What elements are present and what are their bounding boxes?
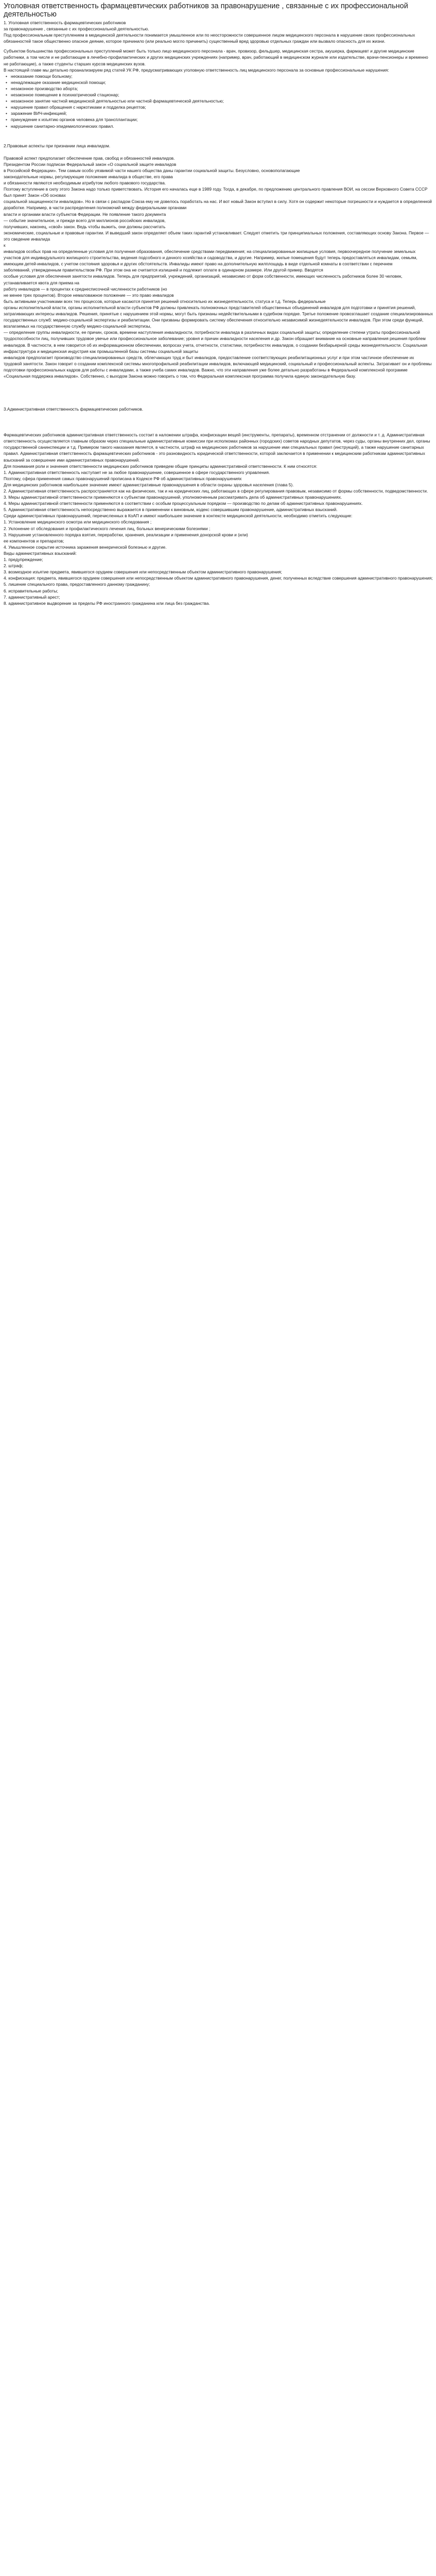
document-page xyxy=(0,0,436,617)
paragraph: к xyxy=(4,243,6,248)
paragraph: особые условия для обеспечения занятости инвалидов. Теперь для предприятий, учреждений, организаций, независимо от форм собственности, имеющих численность работников более 30 человек, устанавливается квота для приема на xyxy=(4,274,403,285)
list-item: • незаконное производство аборта; xyxy=(11,86,433,92)
paragraph: 1. Административная ответственность наступает не за любое правонарушение, совершенное в сфере государственного управления. xyxy=(4,469,270,475)
paragraph: Поэтому, сфера применения самых правонарушений прописана в Кодексе РФ об административных правонарушениях xyxy=(4,476,242,481)
paragraph: 2. Административная ответственность распространяется как на физических, так и на юридических лиц, работающих в сфере регулирования правовым, независимо от формы собственности, подведомственности. xyxy=(4,488,428,494)
paragraph: 2. штраф; xyxy=(4,563,24,569)
list-item: • заражение ВИЧ-инфекцией; xyxy=(11,110,433,116)
paragraph: Под профессиональным преступлением в медицинской деятельности понимается умышленное или по неосторожности совершенное лицом медицинского персонала в нарушение своих профессиональных обязанностей такое общественно опасное деяние, которое причинило (или реально могло причинить) существенный вред здоровью отдельных граждан или вызвало опасность для их жизни. xyxy=(4,32,415,44)
paragraph: экономические, социальные и правовые гарантии. И выведший закон определяет объем таких гарантий установливает. Следует отметить три принципиальных положения, составляющих основу Закона. Первое — это сведение инвалида xyxy=(4,230,429,242)
paragraph: социальной защищенности инвалидов». Но в связи с распадом Союза ему не довелось поработать на нас. И вот новый Закон вступил в силу. Хотя он содержит некоторые погрешности и нуждается в определенной доработке. Например, в части распределения полномочий между федеральными органами xyxy=(4,199,432,211)
paragraph: 2. Уклонение от обследования и профилактического лечения лиц, больных венерическими болезнями ; xyxy=(4,526,211,531)
paragraph: 4. конфискация: предмета, явившегося орудием совершения или непосредственным объектом административного правонарушения, денег, полученных вследствие совершения административного правонарушения; xyxy=(4,575,433,581)
paragraph: 5. лишение специального права, предоставленного данному гражданину; xyxy=(4,582,150,587)
paragraph: не менее трех процентов). Второе немаловажное положение — это право инвалидов xyxy=(4,292,174,298)
section-heading: 1. Уголовная ответственность фармацевтических работников xyxy=(4,20,126,25)
paragraph: Среди административных правонарушений, перечисленных в КоАП и имеют наибольшее значение в контексте медицинской деятельности, необходимо отметить следующие: xyxy=(4,513,353,519)
paragraph: в Российской Федерации». Тем самым особо уязвимой части нашего общества даны гарантии социальной защиты. Безусловно, основополагающие xyxy=(4,167,300,173)
paragraph: инвалидов особых прав на определенные условия для получения образования, обеспечение средствами передвижения; на специализированные жилищные условия, первоочередное получение земельных участков для индивидуального жилищного строительства, ведения подсобного и дачного хозяйства и садоводства, и другие. Например, жилые помещения будут теперь предоставляться инвалидам, семьям, имеющим детей-инвалидов, с учетом состояния здоровья и других обстоятельств. Инвалиды имеют право на дополнительную жилплощадь в виде отдельной комнаты в соответствии с перечнем xyxy=(4,249,417,267)
list-item: • неоказание помощи больному; xyxy=(11,73,433,79)
paragraph: 5. Административная ответственность непосредственно выражается в применении к виновным, кодекс совершившим правонарушение, административных взысканий. xyxy=(4,507,338,513)
paragraph: Субъектом большинства профессиональных преступлений может быть только лицо медицинского персонала - врач, провизор, фельдшер, медицинская сестра, акушерка, фармацевт и другие медицинские работники, а том числе и не работающие в лечебно-профилактических и других медицинских учреждениях (например, врач, работающий в медицинском журнале или издательстве, врачи-пенсионеры и временно не работающие), а также студенты старших курсов медицинских вузов. xyxy=(4,48,428,66)
paragraph: Президентом России подписан Федеральный закон «О социальной защите инвалидов xyxy=(4,161,177,167)
paragraph: заболеваний, утвержденным правительством РФ. При этом она не считается излишней и подлежит оплате в одинарном размере. Или другой пример. Вводятся xyxy=(4,267,323,273)
list-item: • незаконное помещение в психиатрический стационар; xyxy=(11,92,433,98)
paragraph: органы исполнительной власти, органы исполнительной власти субъектов РФ должны привлекать полномочных представителей общественных объединений инвалидов для подготовки и принятия решений, затрагивающих интересы инвалидов. Решения, принятые с нарушением этой нормы, могут быть признаны недействительными в судебном порядке. Третье положение провозглашает создание специализированных государственных служб: медико-социальной экспертизы и реабилитации. Они призваны формировать систему обеспечения относительно независимой жизнедеятельности инвалидов. При этом среди функций, возлагаемых на государственную службу медико-социальной экспертизы, xyxy=(4,304,433,329)
paragraph: — событие значительное, и прежде всего для миллионов российских инвалидов, xyxy=(4,217,166,223)
list-item: • незаконное занятие частной медицинской деятельностью или частной фармацевтической деятельностью; xyxy=(11,98,433,104)
section-heading: 2.Правовые аспекты при признании лица инвалидом. xyxy=(4,143,111,148)
paragraph: Виды административных взысканий: xyxy=(4,550,77,556)
list-item: • принуждение к изъятию органов человека для трансплантации; xyxy=(11,116,433,123)
paragraph: инвалидов предполагает производство специализированных средств, облегчающих труд и быт инвалидов, предоставление соответствующих реабилитационных услуг и при этом частичное обеспечение их трудовой занятости. Закон говорит о создании комплексной системы многопрофильной реабилитации инвалидов, включающей медицинский, социальный и профессиональный аспекты. Затрагивает он и проблемы подготовки профессиональных кадров для работы с инвалидами, а также учеба самих инвалидов. Важно, что эти направления уже более детально разработаны в Федеральной комплексной программе «Социальная поддержка инвалидов». Собственно, с выходом Закона можно говорить о том, что Федеральная комплексная программа получила единую законодательную базу. xyxy=(4,354,432,379)
paragraph: Правовой аспект предполагает обеспечение прав, свобод и обязанностей инвалидов. xyxy=(4,155,175,161)
list-item: • нарушение правил обращения с наркотиками и подделка рецептов; xyxy=(11,104,433,110)
list-item: • нарушение санитарно-эпидемиологических правил. xyxy=(11,123,433,129)
section-administrative-liability xyxy=(4,406,433,606)
paragraph: ее компонентов и препаратов; xyxy=(4,538,64,544)
paragraph: 3. Нарушение установленного порядка взятия, переработки, хранения, реализации и применения донорской крови и (или) xyxy=(4,532,248,537)
paragraph: 4. Меры административной ответственности применяются в соответствии с особым процессуальным порядком — производство по делам об административных правонарушениях. xyxy=(4,501,363,506)
paragraph: законодательные нормы, регулирующие положение инвалида в обществе, его права xyxy=(4,174,173,179)
paragraph: Для понимания роли и значения ответственности медицинских работников приведем общие принципы административной ответственности. К ним относятся: xyxy=(4,463,318,469)
paragraph: Фармацевтических работников административная ответственность состоит в наложении штрафа, конфискации вещей (инструменты, препараты), временном отстранении от должности и т. д. Административная ответственность осуществляется главным образом через специальные административные комиссии при исполкомах районных (городских) советов народных депутатов, через суды, органы внутренних дел, органы государственной санинспекции и т.д. Примером такого наказания является, в частности, штраф на медицинских работников за нарушение ими специальных правил (инструкций), а также нарушение санитарных правил. Административная ответственность фармацевтических работников - это разновидность юридической ответственности, которой заключается в применении к медицинским работникам административных взысканий за совершение ими административных правонарушений. xyxy=(4,432,430,463)
paragraph: и обязанности являются необходимым атрибутом любого правового государства. xyxy=(4,180,166,186)
violations-list xyxy=(4,73,433,129)
paragraph: 4. Умышленное сокрытие источника заражения венерической болезнью и другие. xyxy=(4,544,167,550)
paragraph: 8. административное выдворение за пределы РФ иностранного гражданина или лица без гражданства. xyxy=(4,600,210,606)
list-item: • ненадлежащее оказание медицинской помощи; xyxy=(11,79,433,86)
paragraph: 1. предупреждение; xyxy=(4,557,43,563)
section-subheading: за правонарушение , связанные с их профессиональной деятельностью. xyxy=(4,26,149,32)
page-title: Уголовная ответственность фармацевтических работников за правонарушение , связанные с их профессиональной деятельностью xyxy=(4,2,408,19)
paragraph: 3. возмездное изъятие предмета, явившегося орудием совершения или непосредственным объектом административного правонарушения; xyxy=(4,569,282,575)
paragraph: власти и органами власти субъектов Федерации. Не появление такого документа xyxy=(4,211,166,217)
paragraph: В настоящей главе мы детально проанализируем ряд статей УК РФ, предусматривающих уголовную ответственность лиц медицинского персонала за основные профессиональные нарушения: xyxy=(4,67,389,73)
paragraph: работу инвалидов — в процентах к среднесписочной численности работников (но xyxy=(4,286,167,292)
section-criminal-liability xyxy=(4,20,433,129)
paragraph: быть активными участниками всех тех процессов, которые касаются принятия решений относительно их жизнедеятельности, статуса и т.д. Теперь федеральные xyxy=(4,298,326,304)
paragraph: Поэтому вступление в силу этого Закона надо только приветствовать. История его началась еще в 1989 году. Тогда, в декабре, по предложению центрального правления ВОИ, на сессии Верховного Совета СССР был принят Закон «Об основах xyxy=(4,187,428,198)
paragraph: Для медицинских работников наибольшее значение имеют административные правонарушения в области охраны здоровья населения (глава 5). xyxy=(4,482,294,487)
paragraph: 3. Меры административной ответственности применяются к субъектам правонарушений, уполномоченным рассматривать дела об административных правонарушениях. xyxy=(4,495,342,500)
paragraph: 1. Установление медицинского осмотра или медицинского обследования ; xyxy=(4,519,152,525)
section-heading: 3.Административная ответственность фармацевтических работников. xyxy=(4,406,144,412)
section-disability-legal-aspects xyxy=(4,143,433,379)
paragraph: 7. административный арест; xyxy=(4,594,60,600)
paragraph: получивших, наконец, «свой» закон. Ведь чтобы выжить, они должны рассчитать xyxy=(4,224,166,229)
paragraph: — определение группы инвалидности, ее причин, сроков, времени наступления инвалидности, потребности инвалида в различных видах социальной защиты; определение степени утраты профессиональной трудоспособности лиц, получивших трудовое увечье или профессиональное заболевание; уровня и причин инвалидности населения и др. Закон обращает внимание на основные направления решения проблем инвалидов. В частности, в нем говорится об их информационном обеспечении, вопросах учета, отчетности, статистики, потребностях инвалидов, о создании безбарьерной среды жизнедеятельности. Социальная инфраструктура и медицинская индустрия как промышленной базы системы социальной защиты xyxy=(4,330,427,354)
paragraph: 6. исправительные работы; xyxy=(4,588,58,594)
